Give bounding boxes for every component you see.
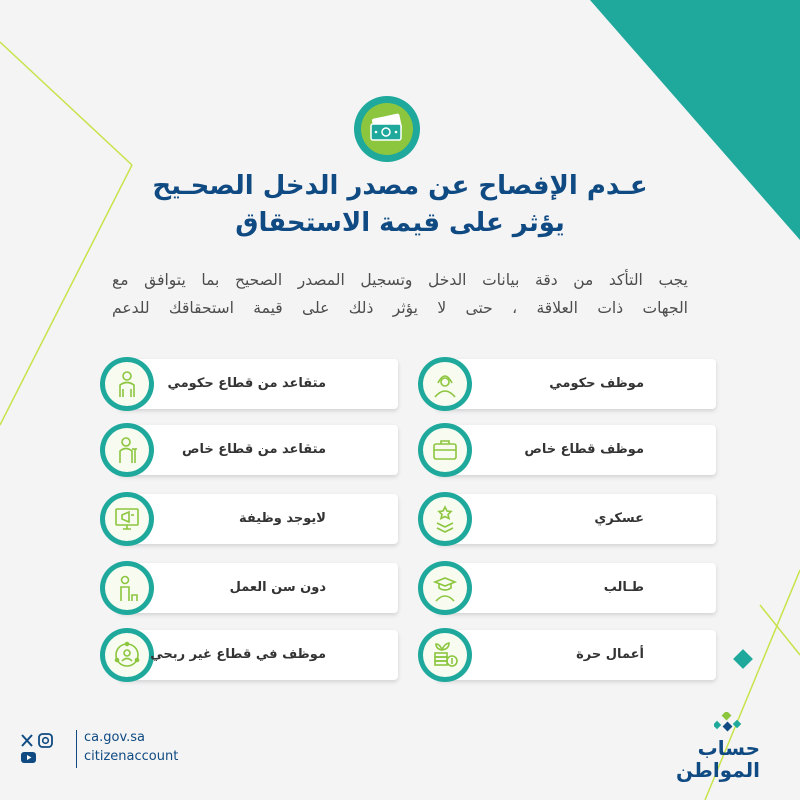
category-card-nonprofit bbox=[118, 630, 398, 680]
category-label: أعمال حرة bbox=[576, 647, 644, 662]
category-label: موظف في قطاع غير ربحي bbox=[150, 647, 326, 662]
category-card-private-employee bbox=[436, 425, 716, 475]
retired-private-icon bbox=[100, 423, 154, 477]
category-label: موظف حكومي bbox=[549, 376, 644, 391]
retired-government-icon bbox=[100, 357, 154, 411]
category-label: عسكري bbox=[594, 511, 644, 526]
freelance-icon bbox=[418, 628, 472, 682]
footer-divider bbox=[76, 730, 77, 768]
social-icons bbox=[19, 732, 71, 768]
student-icon bbox=[418, 561, 472, 615]
description bbox=[112, 266, 688, 322]
social-handle[interactable]: citizenaccount bbox=[84, 749, 179, 764]
category-card-student bbox=[436, 563, 716, 613]
nonprofit-icon bbox=[100, 628, 154, 682]
category-card-retired-private bbox=[118, 425, 398, 475]
government-employee-icon bbox=[418, 357, 472, 411]
website-link[interactable]: ca.gov.sa bbox=[84, 730, 146, 745]
underage-icon bbox=[100, 561, 154, 615]
category-card-freelance bbox=[436, 630, 716, 680]
money-bills-icon bbox=[354, 96, 420, 162]
youtube-icon[interactable] bbox=[21, 752, 36, 763]
category-label: لايوجد وظيفة bbox=[239, 511, 326, 526]
briefcase-icon bbox=[418, 423, 472, 477]
category-card-government-employee bbox=[436, 359, 716, 409]
category-card-retired-government bbox=[118, 359, 398, 409]
title-line-1: عـدم الإفصاح عن مصدر الدخل الصحـيح bbox=[152, 171, 648, 201]
category-label: دون سن العمل bbox=[229, 580, 326, 595]
no-job-icon bbox=[100, 492, 154, 546]
x-icon[interactable] bbox=[22, 735, 32, 746]
instagram-icon[interactable] bbox=[39, 734, 52, 747]
category-card-underage bbox=[118, 563, 398, 613]
description-line-1: يجب التأكد من دقة بيانات الدخل وتسجيل المصدر الصحيح بما يتوافق مع bbox=[112, 271, 688, 289]
category-label: متقاعد من قطاع خاص bbox=[182, 442, 326, 457]
brand-name-line-1: حساب bbox=[697, 736, 760, 760]
military-rank-icon bbox=[418, 492, 472, 546]
category-label: متقاعد من قطاع حكومي bbox=[167, 376, 326, 391]
description-line-2: الجهات ذات العلاقة ، حتى لا يؤثر ذلك على قيمة استحقاقك للدعم bbox=[112, 299, 688, 317]
category-label: طـالب bbox=[603, 580, 644, 595]
category-card-no-job bbox=[118, 494, 398, 544]
title-line-2: يؤثر على قيمة الاستحقاق bbox=[235, 208, 565, 238]
category-card-military bbox=[436, 494, 716, 544]
category-label: موظف قطاع خاص bbox=[524, 442, 644, 457]
brand-name-line-2: المواطن bbox=[675, 758, 760, 782]
